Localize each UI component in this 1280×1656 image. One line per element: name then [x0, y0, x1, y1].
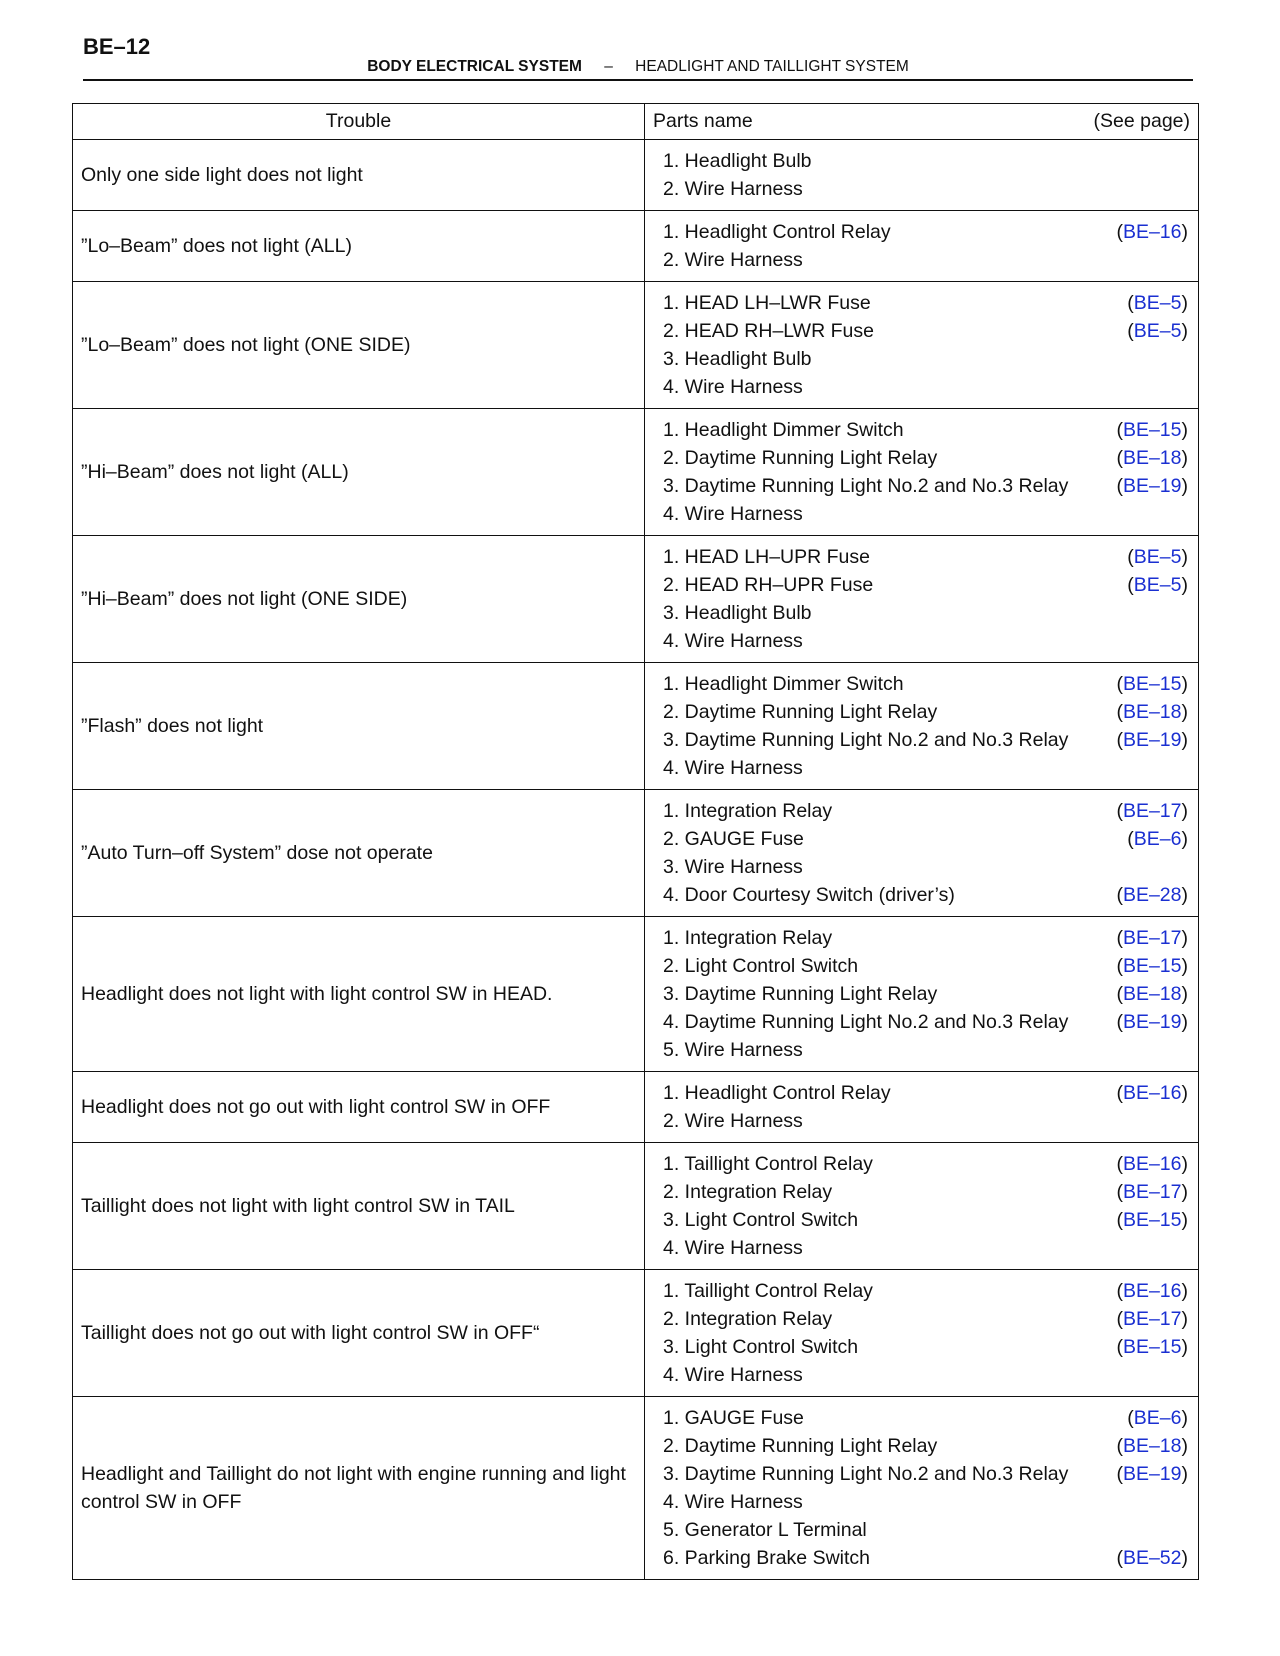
- part-item: [663, 952, 1188, 980]
- part-item: [663, 571, 1188, 599]
- part-name: 4. Wire Harness: [663, 376, 803, 398]
- page-reference-link[interactable]: BE–5: [1133, 320, 1182, 342]
- page-reference-link[interactable]: BE–17: [1122, 1181, 1182, 1203]
- part-item: [663, 345, 1188, 373]
- part-item: [663, 627, 1188, 655]
- page-reference-link[interactable]: BE–15: [1122, 419, 1182, 441]
- part-item: [663, 599, 1188, 627]
- page-reference[interactable]: (BE–16): [1116, 221, 1188, 243]
- part-name: 2. Integration Relay: [663, 1308, 833, 1330]
- page-reference-link[interactable]: BE–16: [1122, 1280, 1182, 1302]
- part-name: 1. Headlight Dimmer Switch: [663, 419, 904, 441]
- parts-cell: [645, 409, 1199, 536]
- section-title: BODY ELECTRICAL SYSTEM: [367, 58, 582, 75]
- table-row: [73, 211, 1199, 282]
- parts-cell: [645, 1397, 1199, 1580]
- header-rule: [83, 79, 1193, 81]
- page-reference[interactable]: (BE–17): [1116, 1308, 1188, 1330]
- trouble-cell: ”Flash” does not light: [73, 663, 645, 790]
- part-item: [663, 1178, 1188, 1206]
- parts-cell: [645, 1072, 1199, 1143]
- part-name: 2. Wire Harness: [663, 178, 803, 200]
- page-reference[interactable]: (BE–5): [1127, 320, 1188, 342]
- table-row: [73, 409, 1199, 536]
- part-name: 3. Daytime Running Light No.2 and No.3 Relay: [663, 1463, 1069, 1485]
- part-item: [663, 797, 1188, 825]
- page-reference[interactable]: (BE–16): [1116, 1153, 1188, 1175]
- page-reference-link[interactable]: BE–15: [1122, 1336, 1182, 1358]
- part-name: 1. Integration Relay: [663, 927, 833, 949]
- trouble-cell: Headlight does not go out with light control SW in OFF: [73, 1072, 645, 1143]
- part-item: [663, 1516, 1188, 1544]
- part-item: [663, 1150, 1188, 1178]
- page-reference-link[interactable]: BE–18: [1122, 1435, 1182, 1457]
- part-name: 5. Wire Harness: [663, 1039, 803, 1061]
- part-name: 2. Daytime Running Light Relay: [663, 1435, 938, 1457]
- page-reference-link[interactable]: BE–5: [1133, 574, 1182, 596]
- page-reference[interactable]: (BE–5): [1127, 292, 1188, 314]
- part-name: 4. Daytime Running Light No.2 and No.3 Relay: [663, 1011, 1069, 1033]
- part-name: 2. Wire Harness: [663, 249, 803, 271]
- part-name: 2. Daytime Running Light Relay: [663, 701, 938, 723]
- page-reference-link[interactable]: BE–18: [1122, 447, 1182, 469]
- part-item: [663, 698, 1188, 726]
- table-row: [73, 140, 1199, 211]
- part-name: 1. Headlight Control Relay: [663, 1082, 891, 1104]
- page-reference[interactable]: (BE–19): [1116, 1463, 1188, 1485]
- page-reference[interactable]: (BE–17): [1116, 800, 1188, 822]
- page-reference-link[interactable]: BE–16: [1122, 1082, 1182, 1104]
- page-reference-link[interactable]: BE–15: [1122, 955, 1182, 977]
- part-item: [663, 289, 1188, 317]
- parts-cell: [645, 536, 1199, 663]
- part-item: [663, 1107, 1188, 1135]
- part-name: 1. HEAD LH–LWR Fuse: [663, 292, 871, 314]
- page-reference-link[interactable]: BE–15: [1122, 1209, 1182, 1231]
- part-name: 1. HEAD LH–UPR Fuse: [663, 546, 870, 568]
- page-reference-link[interactable]: BE–19: [1122, 1011, 1182, 1033]
- page-number: BE–12: [83, 34, 151, 59]
- part-item: [663, 246, 1188, 274]
- part-item: [663, 1404, 1188, 1432]
- table-row: [73, 282, 1199, 409]
- trouble-cell: Headlight and Taillight do not light with engine running and light control SW in OFF: [73, 1397, 645, 1580]
- column-header-trouble: Trouble: [73, 104, 645, 140]
- part-item: [663, 1460, 1188, 1488]
- part-name: 4. Wire Harness: [663, 1237, 803, 1259]
- part-item: [663, 444, 1188, 472]
- page-reference[interactable]: (BE–15): [1116, 1209, 1188, 1231]
- part-name: 1. Taillight Control Relay: [663, 1153, 873, 1175]
- page-reference-link[interactable]: BE–17: [1122, 1308, 1182, 1330]
- page-reference-link[interactable]: BE–6: [1133, 1407, 1182, 1429]
- page-reference-link[interactable]: BE–19: [1122, 729, 1182, 751]
- part-item: [663, 500, 1188, 528]
- column-header-parts: [645, 104, 1199, 140]
- part-name: 1. Headlight Bulb: [663, 150, 812, 172]
- trouble-cell: Only one side light does not light: [73, 140, 645, 211]
- parts-cell: [645, 917, 1199, 1072]
- part-item: [663, 825, 1188, 853]
- part-name: 2. Integration Relay: [663, 1181, 833, 1203]
- part-name: 2. Light Control Switch: [663, 955, 859, 977]
- part-item: [663, 472, 1188, 500]
- part-name: 2. GAUGE Fuse: [663, 828, 804, 850]
- part-name: 2. Daytime Running Light Relay: [663, 447, 938, 469]
- parts-cell: [645, 211, 1199, 282]
- parts-cell: [645, 1270, 1199, 1397]
- part-item: [663, 416, 1188, 444]
- part-item: [663, 317, 1188, 345]
- part-name: 5. Generator L Terminal: [663, 1519, 867, 1541]
- page-reference[interactable]: (BE–19): [1116, 475, 1188, 497]
- part-item: [663, 1544, 1188, 1572]
- part-name: 3. Wire Harness: [663, 856, 803, 878]
- part-name: 4. Wire Harness: [663, 1364, 803, 1386]
- column-header-see-page: (See page): [1093, 110, 1190, 132]
- page-reference[interactable]: (BE–15): [1116, 419, 1188, 441]
- page-reference-link[interactable]: BE–5: [1133, 292, 1182, 314]
- part-item: [663, 1333, 1188, 1361]
- part-name: 1. Headlight Control Relay: [663, 221, 891, 243]
- page-reference-link[interactable]: BE–17: [1122, 927, 1182, 949]
- table-row: [73, 1143, 1199, 1270]
- part-name: 4. Door Courtesy Switch (driver’s): [663, 884, 955, 906]
- part-item: [663, 1277, 1188, 1305]
- part-item: [663, 1234, 1188, 1262]
- table-header-row: [73, 104, 1199, 140]
- part-item: [663, 853, 1188, 881]
- page-reference-link[interactable]: BE–19: [1122, 475, 1182, 497]
- part-item: [663, 1079, 1188, 1107]
- page-header: [83, 58, 1193, 76]
- trouble-cell: ”Hi–Beam” does not light (ONE SIDE): [73, 536, 645, 663]
- part-name: 3. Light Control Switch: [663, 1336, 859, 1358]
- table-row: [73, 917, 1199, 1072]
- subsection-title: HEADLIGHT AND TAILLIGHT SYSTEM: [635, 58, 909, 75]
- page-reference[interactable]: (BE–6): [1127, 1407, 1188, 1429]
- page-reference[interactable]: (BE–16): [1116, 1082, 1188, 1104]
- page-reference[interactable]: (BE–15): [1116, 673, 1188, 695]
- page-reference-link[interactable]: BE–18: [1122, 701, 1182, 723]
- part-name: 4. Wire Harness: [663, 503, 803, 525]
- trouble-cell: ”Lo–Beam” does not light (ALL): [73, 211, 645, 282]
- part-item: [663, 1036, 1188, 1064]
- part-name: 1. Taillight Control Relay: [663, 1280, 873, 1302]
- page-reference[interactable]: (BE–15): [1116, 1336, 1188, 1358]
- page-reference[interactable]: (BE–18): [1116, 701, 1188, 723]
- page-reference[interactable]: (BE–5): [1127, 574, 1188, 596]
- parts-cell: [645, 1143, 1199, 1270]
- part-name: 2. HEAD RH–LWR Fuse: [663, 320, 874, 342]
- part-name: 1. GAUGE Fuse: [663, 1407, 804, 1429]
- part-name: 2. Wire Harness: [663, 1110, 803, 1132]
- table-row: [73, 1397, 1199, 1580]
- parts-cell: [645, 663, 1199, 790]
- part-name: 3. Daytime Running Light No.2 and No.3 Relay: [663, 475, 1069, 497]
- page-reference[interactable]: (BE–15): [1116, 955, 1188, 977]
- page-reference-link[interactable]: BE–16: [1122, 1153, 1182, 1175]
- page-reference[interactable]: (BE–28): [1116, 884, 1188, 906]
- part-name: 4. Wire Harness: [663, 630, 803, 652]
- page-reference-link[interactable]: BE–5: [1133, 546, 1182, 568]
- part-name: 3. Daytime Running Light No.2 and No.3 Relay: [663, 729, 1069, 751]
- page-reference[interactable]: (BE–18): [1116, 1435, 1188, 1457]
- part-name: 6. Parking Brake Switch: [663, 1547, 871, 1569]
- part-item: [663, 726, 1188, 754]
- parts-cell: [645, 140, 1199, 211]
- page-reference[interactable]: (BE–16): [1116, 1280, 1188, 1302]
- trouble-cell: ”Lo–Beam” does not light (ONE SIDE): [73, 282, 645, 409]
- page-reference[interactable]: (BE–18): [1116, 983, 1188, 1005]
- part-item: [663, 175, 1188, 203]
- trouble-cell: ”Auto Turn–off System” dose not operate: [73, 790, 645, 917]
- page-reference-link[interactable]: BE–18: [1122, 983, 1182, 1005]
- column-header-parts-name: Parts name: [653, 110, 753, 132]
- trouble-cell: Taillight does not light with light control SW in TAIL: [73, 1143, 645, 1270]
- part-name: 4. Wire Harness: [663, 757, 803, 779]
- page-reference-link[interactable]: BE–19: [1122, 1463, 1182, 1485]
- page-reference-link[interactable]: BE–16: [1122, 221, 1182, 243]
- parts-cell: [645, 790, 1199, 917]
- part-item: [663, 373, 1188, 401]
- page-reference[interactable]: (BE–19): [1116, 729, 1188, 751]
- part-item: [663, 881, 1188, 909]
- trouble-table-body: [73, 140, 1199, 1580]
- part-item: [663, 543, 1188, 571]
- page-reference-link[interactable]: BE–52: [1122, 1547, 1182, 1569]
- trouble-table: [72, 103, 1199, 1580]
- part-item: [663, 1432, 1188, 1460]
- part-item: [663, 1361, 1188, 1389]
- page-reference-link[interactable]: BE–15: [1122, 673, 1182, 695]
- page-reference[interactable]: (BE–19): [1116, 1011, 1188, 1033]
- table-row: [73, 1072, 1199, 1143]
- part-item: [663, 1008, 1188, 1036]
- part-name: 3. Headlight Bulb: [663, 602, 812, 624]
- page-reference[interactable]: (BE–6): [1127, 828, 1188, 850]
- trouble-cell: ”Hi–Beam” does not light (ALL): [73, 409, 645, 536]
- page-reference[interactable]: (BE–5): [1127, 546, 1188, 568]
- part-name: 3. Light Control Switch: [663, 1209, 859, 1231]
- part-item: [663, 1305, 1188, 1333]
- page-reference-link[interactable]: BE–28: [1122, 884, 1182, 906]
- page-reference[interactable]: (BE–52): [1116, 1547, 1188, 1569]
- table-row: [73, 663, 1199, 790]
- table-row: [73, 536, 1199, 663]
- part-item: [663, 147, 1188, 175]
- page-reference[interactable]: (BE–18): [1116, 447, 1188, 469]
- part-name: 4. Wire Harness: [663, 1491, 803, 1513]
- part-item: [663, 218, 1188, 246]
- parts-cell: [645, 282, 1199, 409]
- table-row: [73, 1270, 1199, 1397]
- page-reference[interactable]: (BE–17): [1116, 1181, 1188, 1203]
- part-name: 1. Headlight Dimmer Switch: [663, 673, 904, 695]
- page-reference-link[interactable]: BE–6: [1133, 828, 1182, 850]
- header-separator: –: [604, 58, 613, 75]
- part-name: 3. Daytime Running Light Relay: [663, 983, 938, 1005]
- trouble-cell: Headlight does not light with light control SW in HEAD.: [73, 917, 645, 1072]
- part-item: [663, 754, 1188, 782]
- part-name: 1. Integration Relay: [663, 800, 833, 822]
- table-row: [73, 790, 1199, 917]
- trouble-cell: Taillight does not go out with light control SW in OFF“: [73, 1270, 645, 1397]
- part-item: [663, 924, 1188, 952]
- page-reference-link[interactable]: BE–17: [1122, 800, 1182, 822]
- page-reference[interactable]: (BE–17): [1116, 927, 1188, 949]
- part-item: [663, 1488, 1188, 1516]
- part-name: 3. Headlight Bulb: [663, 348, 812, 370]
- part-item: [663, 980, 1188, 1008]
- part-item: [663, 1206, 1188, 1234]
- part-item: [663, 670, 1188, 698]
- part-name: 2. HEAD RH–UPR Fuse: [663, 574, 874, 596]
